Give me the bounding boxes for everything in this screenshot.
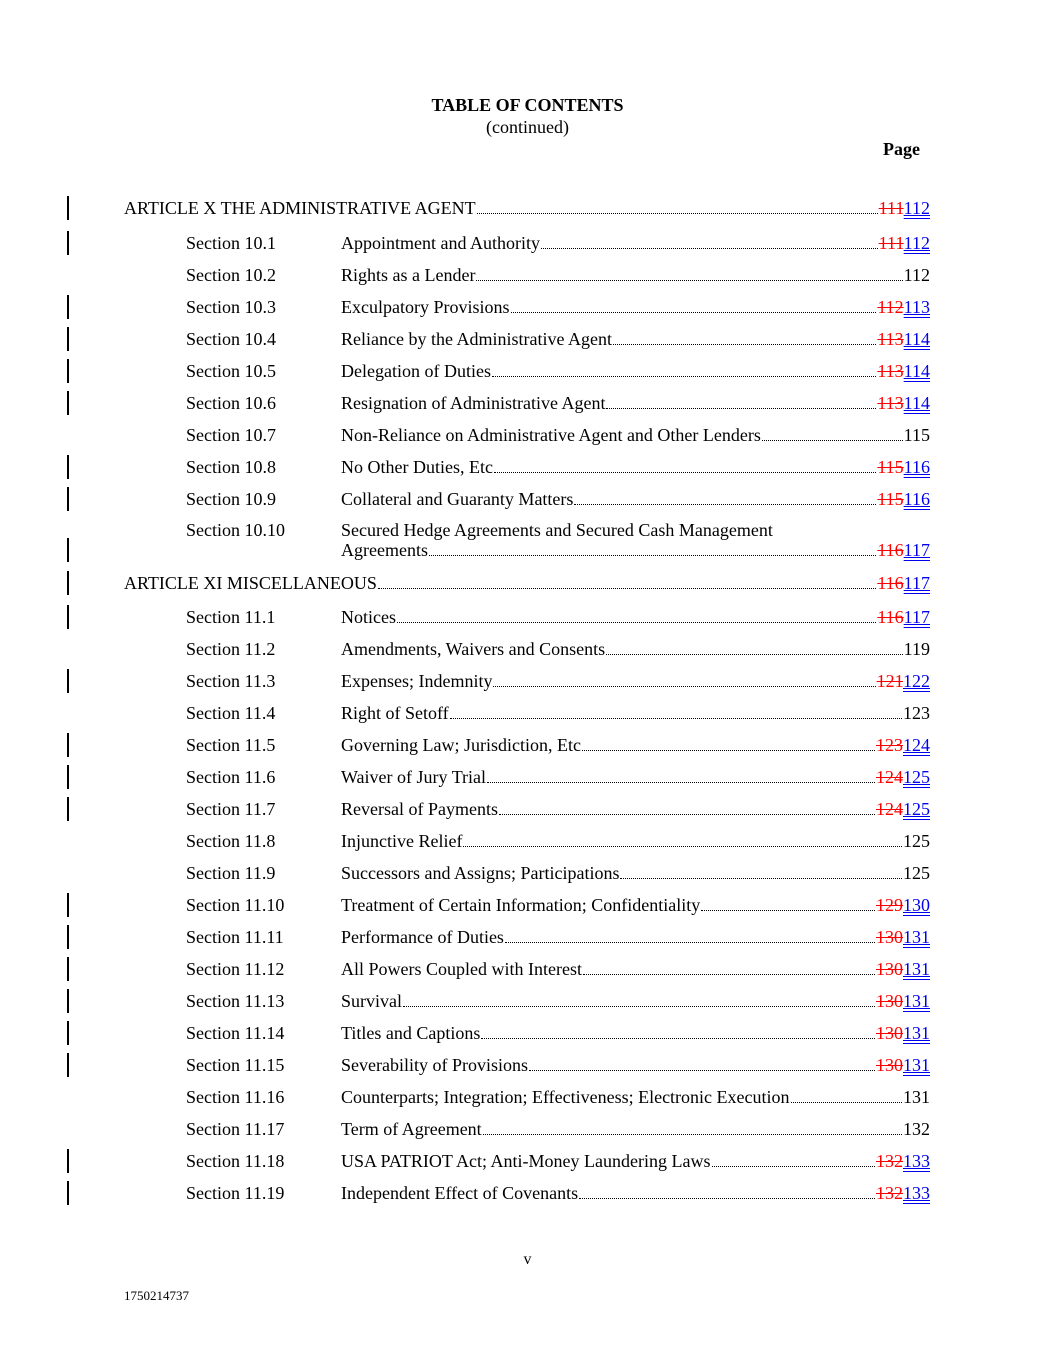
page-ref [876,767,930,787]
toc-section-entry[interactable] [186,671,930,691]
toc-section-entry[interactable] [186,703,930,723]
page-ref [904,425,930,445]
page-number: 115 [903,425,930,445]
dot-leader [579,1184,875,1199]
inserted-page-link[interactable]: 117 [903,607,930,627]
page-number: 125 [903,863,930,883]
toc-section-entry[interactable] [186,265,930,285]
section-number: Section 11.8 [186,831,276,851]
section-title: Successors and Assigns; Participations [341,863,620,883]
page-ref [877,393,930,413]
change-bar [67,1149,69,1173]
change-bar [67,359,69,383]
inserted-page-link[interactable]: 125 [903,767,930,787]
dot-leader [541,234,878,249]
inserted-page-link[interactable]: 116 [903,457,930,477]
page-ref [876,1023,930,1043]
page-number: 132 [903,1119,930,1139]
dot-leader [450,704,902,719]
dot-leader [481,1024,875,1039]
section-number: Section 11.5 [186,735,276,755]
section-number: Section 11.19 [186,1183,285,1203]
section-title: Performance of Duties [341,927,504,947]
dot-leader [606,640,902,655]
change-bar [67,487,69,511]
toc-section-entry[interactable] [186,799,930,819]
document-id: 1750214737 [124,1288,189,1303]
change-bar [67,538,69,562]
inserted-page-link[interactable]: 125 [903,799,930,819]
page-ref [877,361,930,381]
deleted-page-number: 111 [878,198,904,218]
toc-article-entry[interactable] [124,573,930,593]
section-title: Notices [341,607,396,627]
section-title: No Other Duties, Etc [341,457,493,477]
page-ref [877,607,930,627]
section-title: Severability of Provisions [341,1055,528,1075]
section-number: Section 10.9 [186,489,276,509]
deleted-page-number: 130 [876,1023,903,1043]
section-number: Section 10.3 [186,297,276,317]
inserted-page-link[interactable]: 112 [903,233,930,253]
dot-leader [762,426,903,441]
dot-leader [477,199,878,214]
page-ref [876,1055,930,1075]
section-number: Section 11.10 [186,895,285,915]
section-number: Section 11.11 [186,927,284,947]
toc-title: TABLE OF CONTENTS [431,95,624,115]
change-bar [67,957,69,981]
toc-section-entry[interactable] [186,959,930,979]
section-title: Reliance by the Administrative Agent [341,329,612,349]
change-bar [67,1181,69,1205]
page-ref [877,489,930,509]
dot-leader [712,1152,876,1167]
section-number: Section 11.2 [186,639,276,659]
inserted-page-link[interactable]: 112 [903,198,930,218]
toc-section-entry[interactable] [186,297,930,317]
dot-leader [582,736,875,751]
toc-section-entry[interactable] [186,927,930,947]
inserted-page-link[interactable]: 117 [903,573,930,593]
change-bar [67,196,69,220]
change-bar [67,1053,69,1077]
dot-leader [463,832,902,847]
section-number: Section 10.4 [186,329,276,349]
section-title: Treatment of Certain Information; Confidentiality [341,895,701,915]
toc-section-entry[interactable] [186,831,930,851]
inserted-page-link[interactable]: 114 [903,361,930,381]
page-ref [876,991,930,1011]
toc-section-entry[interactable] [186,1183,930,1203]
deleted-page-number: 129 [876,895,903,915]
change-bar [67,327,69,351]
page-ref [876,799,930,819]
section-number: Section 11.14 [186,1023,285,1043]
dot-leader [613,330,876,345]
dot-leader [529,1056,875,1071]
section-number: Section 10.6 [186,393,276,413]
section-number: Section 10.1 [186,233,276,253]
article-title: ARTICLE X THE ADMINISTRATIVE AGENT [124,198,476,218]
change-bar [67,605,69,629]
section-title: Injunctive Relief [341,831,463,851]
section-number: Section 11.15 [186,1055,285,1075]
section-title: Independent Effect of Covenants [341,1183,579,1203]
deleted-page-number: 112 [877,297,904,317]
deleted-page-number: 115 [877,457,904,477]
inserted-page-link[interactable]: 124 [903,735,930,755]
page-number: 119 [903,639,930,659]
page-ref [876,735,930,755]
toc-section-entry[interactable] [186,361,930,381]
dot-leader [701,896,875,911]
section-title: Reversal of Payments [341,799,498,819]
inserted-page-link[interactable]: 131 [903,959,930,979]
toc-section-entry[interactable] [186,1119,930,1139]
toc-section-entry[interactable] [186,991,930,1011]
change-bar [67,797,69,821]
change-bar [67,893,69,917]
dot-leader [494,458,876,473]
deleted-page-number: 124 [876,767,903,787]
deleted-page-number: 130 [876,991,903,1011]
inserted-page-link[interactable]: 130 [903,895,930,915]
change-bar [67,1021,69,1045]
inserted-page-link[interactable]: 131 [903,1023,930,1043]
change-bar [67,989,69,1013]
dot-leader [476,266,902,281]
dot-leader [791,1088,902,1103]
dot-leader [487,768,875,783]
section-title: Delegation of Duties [341,361,491,381]
section-title: Right of Setoff [341,703,449,723]
inserted-page-link[interactable]: 131 [903,991,930,1011]
section-title: Rights as a Lender [341,265,476,285]
page-column-header: Page [883,139,920,159]
page-number: 112 [903,265,930,285]
toc-section-entry[interactable] [186,1023,930,1043]
section-number: Section 11.4 [186,703,276,723]
change-bar [67,925,69,949]
deleted-page-number: 116 [877,540,904,560]
dot-leader [606,394,876,409]
section-title: Exculpatory Provisions [341,297,510,317]
inserted-page-link[interactable]: 122 [903,671,930,691]
section-title: Governing Law; Jurisdiction, Etc [341,735,581,755]
dot-leader [492,362,876,377]
section-number: Section 11.1 [186,607,276,627]
toc-section-entry[interactable] [186,393,930,413]
change-bar [67,733,69,757]
toc-subtitle: (continued) [486,117,569,137]
dot-leader [499,800,875,815]
toc-section-entry[interactable] [186,1055,930,1075]
section-number: Section 10.8 [186,457,276,477]
change-bar [67,231,69,255]
toc-section-entry[interactable] [186,233,930,253]
page-ref [876,895,930,915]
dot-leader [511,298,877,313]
section-title: Appointment and Authority [341,233,540,253]
deleted-page-number: 124 [876,799,903,819]
section-title: USA PATRIOT Act; Anti-Money Laundering Laws [341,1151,711,1171]
section-number: Section 10.5 [186,361,276,381]
section-title: Amendments, Waivers and Consents [341,639,606,659]
dot-leader [429,541,876,556]
section-number: Section 11.16 [186,1087,285,1107]
deleted-page-number: 116 [877,573,904,593]
toc-section-entry[interactable] [186,767,930,787]
deleted-page-number: 130 [876,1055,903,1075]
toc-section-entry[interactable] [186,639,930,659]
page-ref [876,1151,930,1171]
toc-section-entry[interactable] [186,540,930,560]
toc-section-entry[interactable] [186,489,930,509]
deleted-page-number: 115 [877,489,904,509]
page-ref [903,703,930,723]
dot-leader [403,992,875,1007]
deleted-page-number: 113 [877,329,904,349]
section-title: Counterparts; Integration; Effectiveness; Electronic Execution [341,1087,790,1107]
section-title: Term of Agreement [341,1119,482,1139]
toc-article-entry[interactable] [124,198,930,218]
section-title-line1: Secured Hedge Agreements and Secured Cash Management [341,520,773,540]
dot-leader [483,1120,902,1135]
toc-section-entry[interactable] [186,1087,930,1107]
dot-leader [583,960,875,975]
page-ref [904,639,930,659]
deleted-page-number: 123 [876,735,903,755]
change-bar [67,295,69,319]
dot-leader [574,490,876,505]
toc-section-entry[interactable] [186,425,930,445]
inserted-page-link[interactable]: 114 [903,329,930,349]
section-number: Section 11.3 [186,671,276,691]
inserted-page-link[interactable]: 114 [903,393,930,413]
section-title: Titles and Captions [341,1023,481,1043]
section-title: Survival [341,991,402,1011]
page-ref [877,540,930,560]
section-number: Section 11.6 [186,767,276,787]
deleted-page-number: 113 [877,361,904,381]
toc-section-entry[interactable] [186,329,930,349]
dot-leader [493,672,875,687]
section-number: Section 11.18 [186,1151,285,1171]
page-ref [876,1183,930,1203]
section-title: Resignation of Administrative Agent [341,393,606,413]
inserted-page-link[interactable]: 133 [903,1151,930,1171]
section-number: Section 11.13 [186,991,285,1011]
page-ref [877,671,930,691]
section-title: Non-Reliance on Administrative Agent and Other Lenders [341,425,761,445]
page-ref [877,573,930,593]
deleted-page-number: 130 [876,959,903,979]
change-bar [67,765,69,789]
toc-section-entry[interactable] [186,735,930,755]
section-number: Section 11.17 [186,1119,285,1139]
section-title: Agreements [341,540,428,560]
page-ref [876,959,930,979]
page-ref [877,457,930,477]
toc-section-entry[interactable] [186,863,930,883]
page-ref [903,1119,930,1139]
page-number: v [523,1251,532,1268]
dot-leader [505,928,875,943]
deleted-page-number: 111 [878,233,904,253]
page-number: 123 [903,703,930,723]
inserted-page-link[interactable]: 113 [903,297,930,317]
inserted-page-link[interactable]: 117 [903,540,930,560]
section-title: Collateral and Guaranty Matters [341,489,574,509]
change-bar [67,571,69,595]
deleted-page-number: 130 [876,927,903,947]
deleted-page-number: 113 [877,393,904,413]
change-bar [67,669,69,693]
section-number: Section 11.7 [186,799,276,819]
inserted-page-link[interactable]: 131 [903,927,930,947]
deleted-page-number: 132 [876,1183,903,1203]
page-ref [877,329,930,349]
page-ref [877,297,930,317]
section-title: Expenses; Indemnity [341,671,493,691]
dot-leader [378,574,876,589]
section-number: Section 11.9 [186,863,276,883]
page-number: 125 [903,831,930,851]
page-ref [876,927,930,947]
inserted-page-link[interactable]: 131 [903,1055,930,1075]
section-title: Waiver of Jury Trial [341,767,487,787]
section-number: Section 10.7 [186,425,276,445]
section-number: Section 10.2 [186,265,276,285]
page-ref [879,198,930,218]
deleted-page-number: 116 [877,607,904,627]
toc-section-entry[interactable] [186,457,930,477]
page-ref [903,831,930,851]
dot-leader [397,608,876,623]
deleted-page-number: 132 [876,1151,903,1171]
article-title: ARTICLE XI MISCELLANEOUS [124,573,377,593]
section-number: Section 11.12 [186,959,285,979]
inserted-page-link[interactable]: 133 [903,1183,930,1203]
toc-section-entry[interactable] [186,607,930,627]
page-number: 131 [903,1087,930,1107]
section-title: All Powers Coupled with Interest [341,959,582,979]
deleted-page-number: 121 [876,671,903,691]
toc-section-entry[interactable] [186,895,930,915]
change-bar [67,391,69,415]
change-bar [67,455,69,479]
page-ref [879,233,930,253]
page-ref [903,1087,930,1107]
section-number: Section 10.10 [186,520,285,540]
page-ref [904,265,930,285]
page-ref [903,863,930,883]
inserted-page-link[interactable]: 116 [903,489,930,509]
toc-section-entry[interactable] [186,1151,930,1171]
dot-leader [620,864,902,879]
